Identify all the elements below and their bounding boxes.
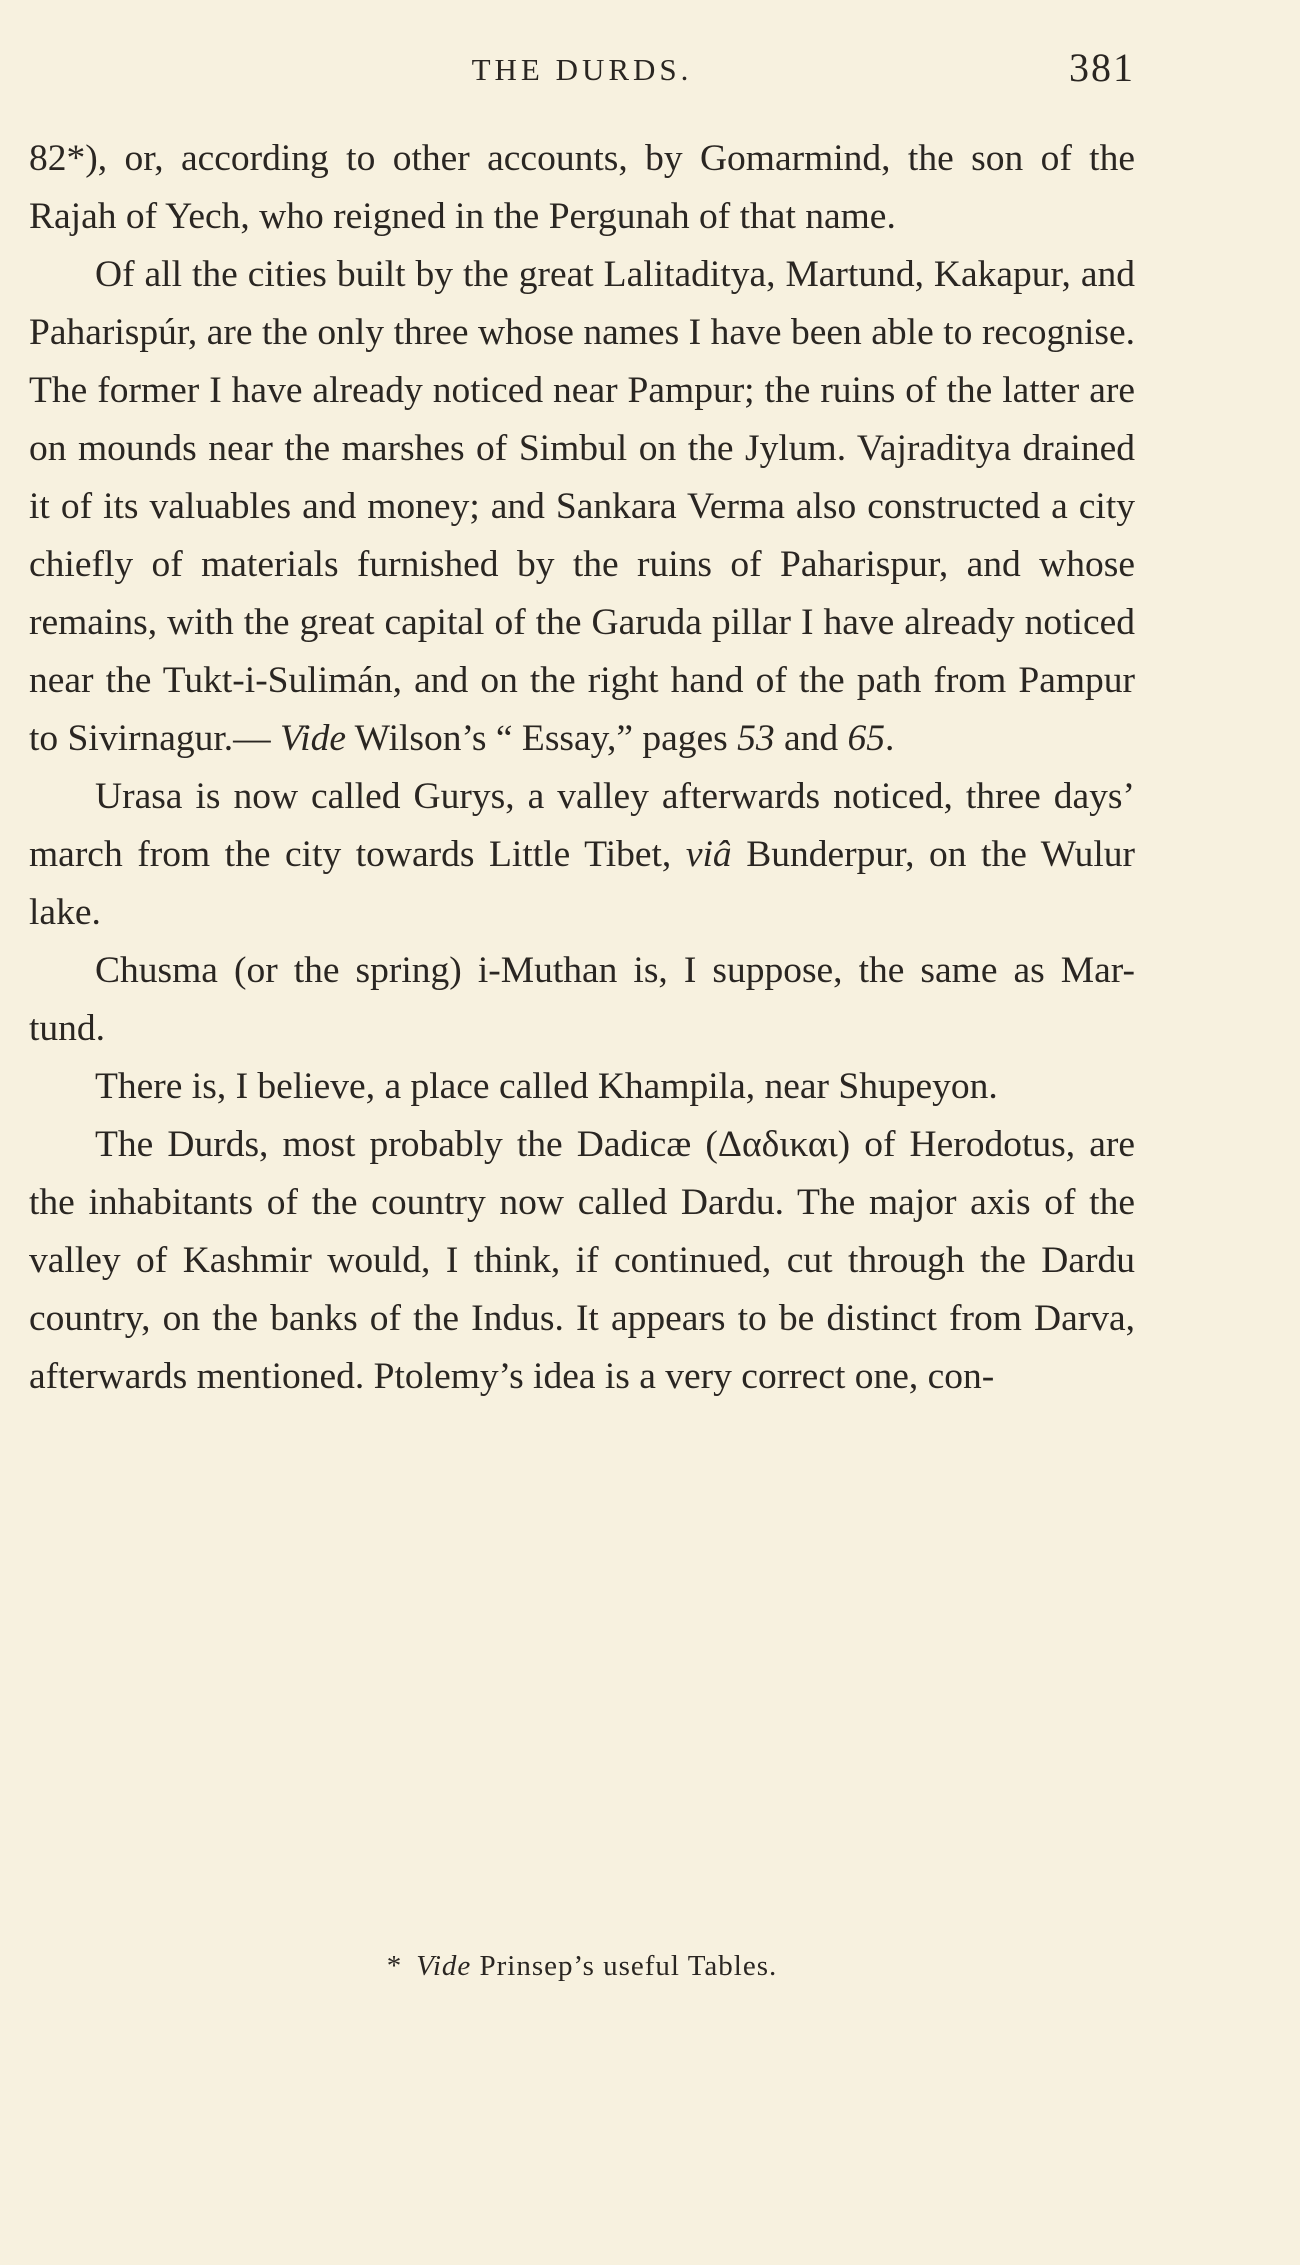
footnote-mark: *: [386, 1950, 403, 1982]
running-head: [29, 44, 1135, 104]
running-title: THE DURDS.: [471, 52, 693, 87]
paragraph-text: Urasa is now called Gurys, a valley afterwards noticed, three days’ march from the city towards Little Tibet,: [29, 776, 1135, 875]
body-text: [29, 130, 1135, 1406]
paragraph: [29, 1116, 1135, 1406]
paragraph-text: .: [885, 718, 895, 759]
paragraph: [29, 768, 1135, 942]
paragraph: [29, 130, 1135, 246]
paragraph-text: Of all the cities built by the great Lalitaditya, Martund, Kakapur, and Paharispúr, are the only three whose names I have been able to recognise. The former I have already noticed near Pampur; the ruins of the latter are on mounds near the marshes of Simbul on the Jylum. Vajraditya drained it of its valuables and money; and Sankara Verma also constructed a city chiefly of materials furnished by the ruins of Paharispur, and whose remains, with the great capital of the Garuda pillar I have already noticed near the Tukt-i-Sulimán, and on the right hand of the path from Pampur to Sivirnagur.—: [29, 254, 1135, 759]
italic-text: Vide: [280, 718, 346, 759]
paragraph: [29, 1058, 1135, 1116]
paragraph: [29, 942, 1135, 1058]
page-number: 381: [1069, 45, 1135, 90]
paragraph-text: The Durds, most probably the Dadicæ (Δαδικαι) of Herodotus, are the inhabitants of the country now called Dardu. The major axis of the valley of Kashmir would, I think, if continued, cut through the Dardu country, on the banks of the Indus. It appears to be distinct from Darva, afterwards mentioned. Ptolemy’s idea is a very correct one, con-: [29, 1124, 1135, 1397]
paragraph-text: Bunderpur, on the Wulur lake.: [29, 834, 1135, 933]
footnote-text: Prinsep’s useful Tables.: [471, 1950, 778, 1982]
footnote: [29, 1950, 1135, 1983]
footnote-vide: Vide: [416, 1950, 472, 1982]
italic-text: 53: [737, 718, 775, 759]
paragraph: [29, 246, 1135, 768]
paragraph-text: Wilson’s “ Essay,” pages: [345, 718, 738, 759]
italic-text: viâ: [685, 834, 732, 875]
paragraph-text: and: [774, 718, 848, 759]
paragraph-text: 82*), or, according to other accounts, by Gomarmind, the son of the Rajah of Yech, who reigned in the Pergunah of that name.: [29, 138, 1135, 237]
italic-text: 65: [847, 718, 886, 759]
paragraph-text: There is, I believe, a place called Khampila, near Shupeyon.: [95, 1066, 998, 1107]
paragraph-text: Chusma (or the spring) i-Muthan is, I suppose, the same as Mar-tund.: [29, 950, 1135, 1049]
